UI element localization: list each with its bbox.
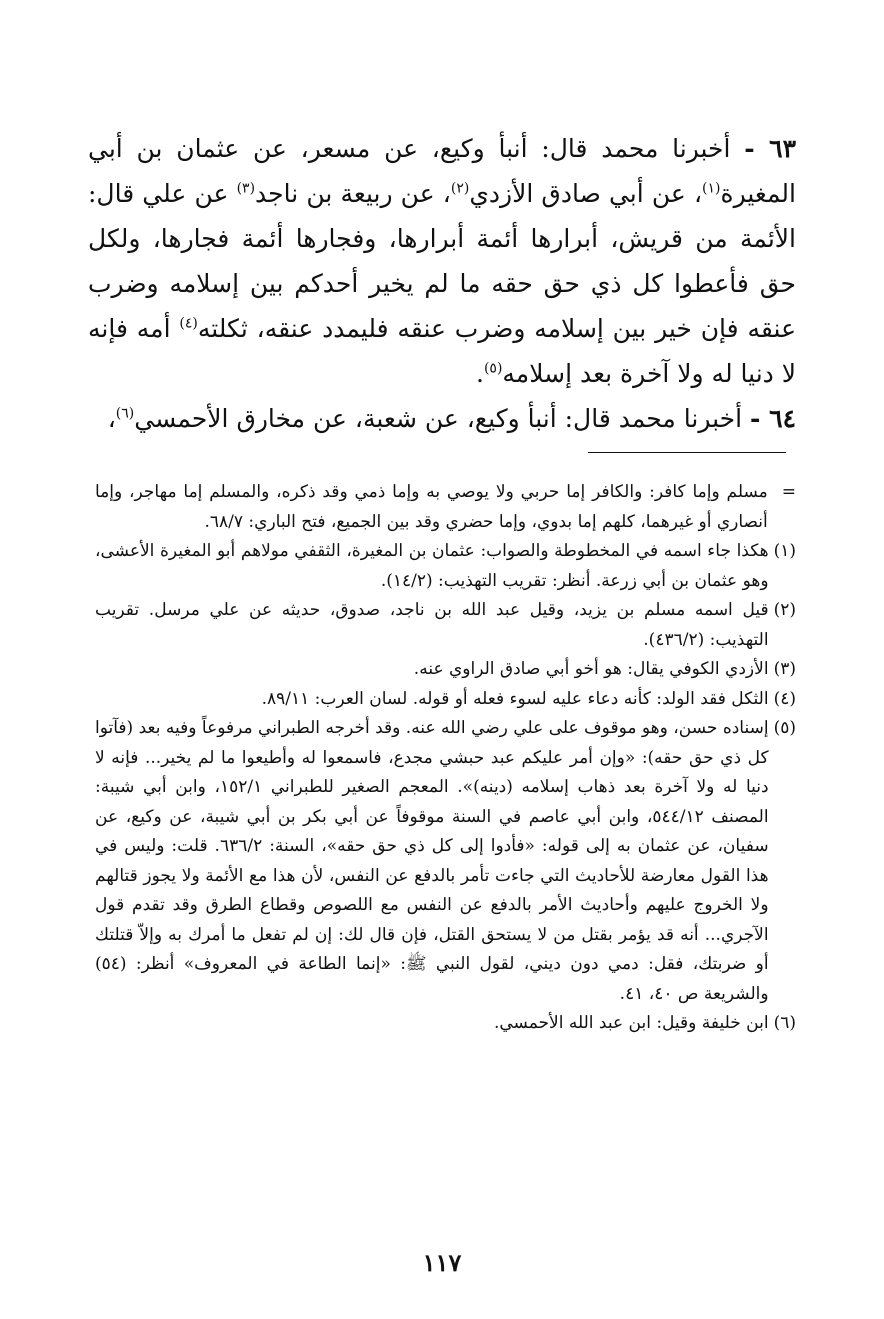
hadith-text: أخبرنا محمد قال: أنبأ وكيع، عن شعبة، عن مخارق الأحمسي: [134, 404, 751, 433]
footnote-separator: [588, 452, 786, 453]
footnote-5: [95, 714, 796, 1009]
footnote-4: [95, 685, 796, 715]
footnote-marker: (٥): [773, 718, 796, 738]
footnote-ref: (٢): [450, 180, 470, 197]
hadith-63: [88, 126, 796, 396]
footnote-continuation: [95, 478, 796, 537]
footnote-text: ابن خليفة وقيل: ابن عبد الله الأحمسي.: [493, 1013, 769, 1033]
footnote-marker: (١): [773, 541, 796, 561]
hadith-text: ، عن أبي صادق الأزدي: [469, 179, 703, 208]
footnote-6: [95, 1009, 796, 1039]
hadith-text: عن علي قال: الأئمة من قريش، أبرارها أئمة أبرارها، وفجارها أئمة فجارها، ولكل حق فأعطوا كل ذي حق حقه ما لم يخير أحدكم بين إسلامه وضرب عنقه فإن خير بين إسلامه وضرب عنقه فليمدد عنقه، ثكلته: [88, 179, 796, 343]
footnote-marker: (٤): [773, 688, 796, 709]
hadith-number: ٦٣ -: [744, 134, 796, 163]
hadith-text: ، عن ربيعة بن ناجد: [255, 179, 451, 208]
main-text: [88, 126, 796, 441]
footnote-2: [95, 596, 796, 655]
continuation-mark: =: [781, 482, 796, 502]
footnote-3: [95, 655, 796, 685]
footnote-text: قيل اسمه مسلم بن يزيد، وقيل عبد الله بن ناجد، صدوق، حديثه عن علي مرسل. تقريب التهذيب: (٤٣٦/٢).: [95, 600, 769, 650]
hadith-text: أخبرنا محمد قال: أنبأ وكيع، عن مسعر، عن عثمان بن أبي المغيرة: [88, 134, 796, 208]
footnote-text: مسلم وإما كافر: والكافر إما حربي ولا يوصي به وإما ذمي وقد ذكره، والمسلم إما مهاجر، وإما أنصاري أو غيرهما، كلهم إما بدوي، وإما حضري وقد بين الجميع، فتح الباري: ٦٨/٧.: [95, 482, 768, 532]
hadith-number: ٦٤ -: [750, 404, 796, 433]
footnotes: [95, 478, 796, 1039]
hadith-text: ،: [107, 404, 116, 433]
footnote-text: هكذا جاء اسمه في المخطوطة والصواب: عثمان بن المغيرة، الثقفي مولاهم أبو المغيرة الأعشى، وهو عثمان بن أبي زرعة. أنظر: تقريب التهذيب: (١٤/٢).: [95, 541, 769, 591]
footnote-ref: (٣): [236, 180, 256, 197]
footnote-ref: (٦): [115, 405, 135, 422]
hadith-64: [88, 396, 796, 441]
footnote-ref: (٤): [179, 315, 198, 332]
hadith-text: أمه فإنه لا دنيا له ولا آخرة بعد إسلامه: [88, 314, 796, 388]
hadith-text: .: [475, 359, 484, 388]
footnote-ref: (٥): [483, 360, 503, 377]
footnote-text: إسناده حسن، وهو موقوف على علي رضي الله عنه. وقد أخرجه الطبراني مرفوعاً وفيه بعد (فآتوا كل ذي حق حقه): «وإن أمر عليكم عبد حبشي مجدع، فاسمعوا له وأطيعوا ما لم يخير... فإنه لا دنيا له ولا آخرة بعد ذهاب إسلامه (دينه)». المعجم الصغير للطبراني ١٥٢/١، وابن أبي شيبة: المصنف ٥٤٤/١٢، وابن أبي عاصم في السنة موقوفاً عن أبي بكر بن أبي شيبة، عن وكيع، عن سفيان، عن عثمان به إلى قوله: «فأدوا إلى كل ذي حق حقه»، السنة: ٦٣٦/٢. قلت: وليس في هذا القول معارضة للأحاديث التي جاءت تأمر بالدفع عن النفس، لأن هذا مع الأئمة ولا يجوز قتالهم ولا الخروج عليهم وأحاديث الأمر بالدفع عن النفس مع اللصوص وقطاع الطرق وقد تقدم قول الآجري... أنه قد يؤمر بقتل من لا يستحق القتل، فإن قال لك: إن لم تفعل ما أمرك به وإلاّ قتلتك أو ضربتك، فقل: دمي دون ديني، لقول النبي ﷺ: «إنما الطاعة في المعروف» أنظر: (٥٤) والشريعة ص ٤٠، ٤١.: [95, 718, 769, 1004]
footnote-marker: (٣): [773, 659, 796, 679]
footnote-1: [95, 537, 796, 596]
footnote-marker: (٢): [773, 600, 796, 620]
footnote-ref: (١): [702, 180, 721, 197]
footnote-marker: (٦): [773, 1013, 796, 1033]
footnote-text: الأزدي الكوفي يقال: هو أخو أبي صادق الراوي عنه.: [413, 659, 769, 679]
page-number: ١١٧: [422, 1248, 462, 1277]
footnote-text: الثكل فقد الولد: كأنه دعاء عليه لسوء فعله أو قوله. لسان العرب: ٨٩/١١.: [261, 688, 769, 709]
